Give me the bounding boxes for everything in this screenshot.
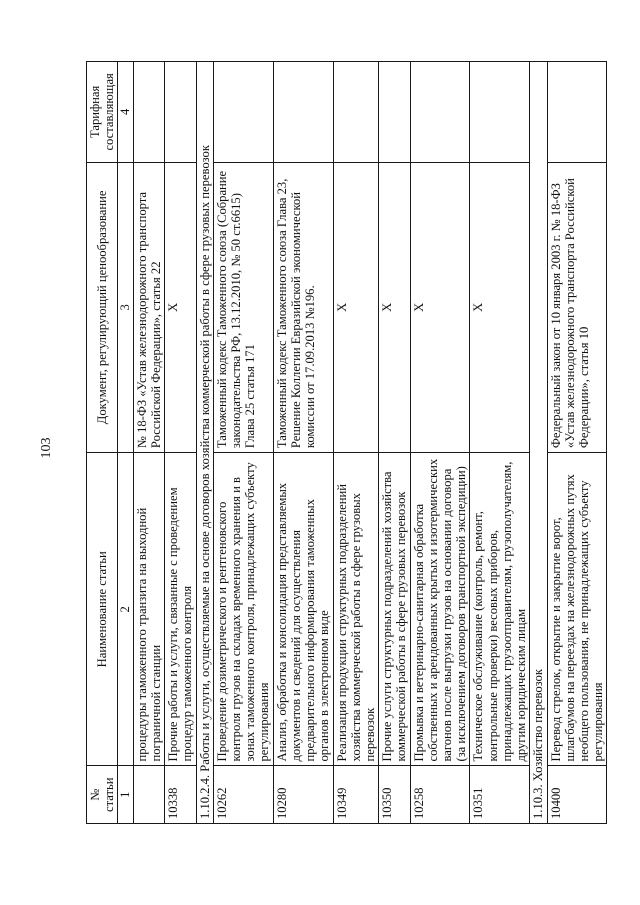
header-article-number: № статьи [87,766,118,824]
article-name-cell: Проведение дозиметрического и рентгеновского контроля грузов на складах временного хранения и в зонах таможенного контроля, принадлежащих субъекту регулирования [213,453,273,766]
column-number: 3 [118,162,133,452]
article-number-cell: 10280 [273,766,333,824]
column-number: 4 [118,62,133,163]
table-row [470,62,530,824]
article-name-cell: Прочие услуги структурных подразделений хозяйства коммерческой работы в сфере грузовых перевозок [379,453,410,766]
tariff-table [86,61,607,824]
pricing-document-cell: Таможенный кодекс Таможенного союза Глава 23, Решение Коллегии Евразийской экономической комиссии от 17.09.2013 №196. [273,162,333,452]
article-name-cell: Техническое обслуживание (контроль, ремонт, контрольные проверки) весовых приборов, принадлежащих грузоотправителям, грузополучателям, другим юридическим лицам [470,453,530,766]
article-number-cell: 10400 [547,766,607,824]
header-article-name: Наименование статьи [87,453,118,766]
article-name-cell: Реализация продукции структурных подразделений хозяйства коммерческой работы в сфере грузовых перевозок [333,453,379,766]
article-number-cell: 10349 [333,766,379,824]
section-heading: 1.10.3. Хозяйство перевозок [530,62,547,824]
pricing-document-cell: X [470,162,530,452]
table-row [165,62,196,824]
table-row [133,62,164,824]
pricing-document-cell: № 18-ФЗ «Устав железнодорожного транспорта Российской Федерации», статья 22 [133,162,164,452]
column-number-row [118,62,133,824]
pricing-document-cell: X [379,162,410,452]
tariff-component-cell [165,62,196,163]
article-name-cell: Промывка и ветеринарно-санитарная обработка собственных и арендованных крытых и изотермических вагонов после выгрузки грузов на основании договора (за исключением договоров транспортной экспедиции) [410,453,470,766]
page-number: 103 [39,437,54,459]
article-number-cell: 10338 [165,766,196,824]
pricing-document-cell: X [333,162,379,452]
table-row [379,62,410,824]
tariff-component-cell [547,62,607,163]
article-name-cell: Анализ, обработка и консолидация представляемых документов и сведений для осуществления предварительного информирования таможенных органов в электронном виде [273,453,333,766]
article-number-cell: 10351 [470,766,530,824]
tariff-component-cell [410,62,470,163]
tariff-component-cell [470,62,530,163]
tariff-component-cell [273,62,333,163]
header-pricing-document: Документ, регулирующий ценообразование [87,162,118,452]
table-header-row [87,62,118,824]
article-number-cell: 10262 [213,766,273,824]
table-row [410,62,470,824]
article-name-cell: Перевод стрелок, открытие и закрытие ворот, шлагбаумов на переездах на железнодорожных путях необщего пользования, не принадлежащих субъекту регулирования [547,453,607,766]
pricing-document-cell: Федеральный закон от 10 января 2003 г. № 18-ФЗ «Устав железнодорожного транспорта Российской Федерации», статья 10 [547,162,607,452]
pricing-document-cell: Таможенный кодекс Таможенного союза (Собрание законодательства РФ, 13.12.2010, № 50 ст.6615) Глава 25 статья 171 [213,162,273,452]
section-heading: 1.10.2.4. Работы и услуги, осуществляемые на основе договоров хозяйства коммерческой работы в сфере грузовых перевозок [196,62,213,824]
tariff-component-cell [379,62,410,163]
column-number: 2 [118,453,133,766]
rotated-table-container [86,61,616,824]
table-row [547,62,607,824]
header-tariff-component: Тарифная составляющая [87,62,118,163]
tariff-component-cell [133,62,164,163]
column-number: 1 [118,766,133,824]
article-name-cell: Прочие работы и услуги, связанные с проведением процедур таможенного контроля [165,453,196,766]
tariff-component-cell [213,62,273,163]
table-row [273,62,333,824]
pricing-document-cell: X [165,162,196,452]
article-number-cell: 10258 [410,766,470,824]
article-number-cell: 10350 [379,766,410,824]
table-row [213,62,273,824]
section-row [196,62,213,824]
table-body [133,62,607,824]
pricing-document-cell: X [410,162,470,452]
section-row [530,62,547,824]
table-row [333,62,379,824]
article-number-cell [133,766,164,824]
tariff-component-cell [333,62,379,163]
article-name-cell: процедуры таможенного транзита на выходной пограничной станции [133,453,164,766]
